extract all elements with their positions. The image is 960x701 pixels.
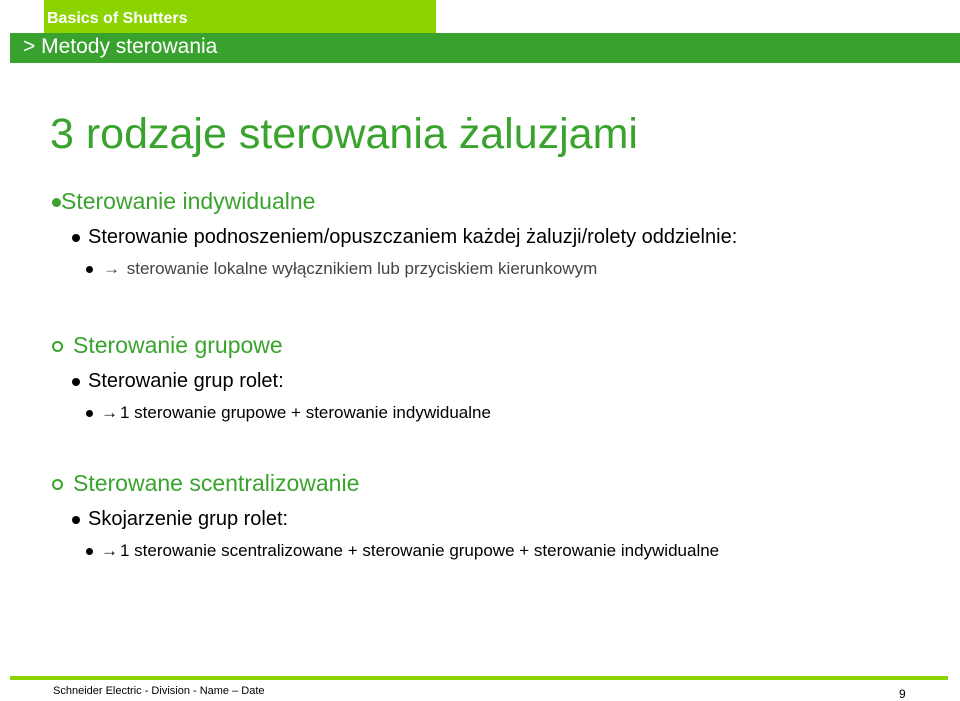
bullet-icon <box>52 341 63 352</box>
bullet-icon <box>52 198 61 207</box>
footer-divider <box>10 676 948 680</box>
section-title: > Metody sterowania <box>23 35 218 58</box>
slide-title: 3 rodzaje sterowania żaluzjami <box>50 110 638 158</box>
group-1-detail-row <box>86 259 597 279</box>
bullet-icon <box>72 516 80 524</box>
bullet-icon <box>52 479 63 490</box>
group-2-sub-row <box>72 370 284 393</box>
group-1-sub: Sterowanie podnoszeniem/opuszczaniem każdej żaluzji/rolety oddzielnie: <box>88 226 738 248</box>
group-1-heading-row <box>52 188 315 215</box>
group-2-detail-row <box>86 403 491 423</box>
arrow-right-icon: → <box>103 259 120 278</box>
bullet-icon <box>72 378 80 386</box>
group-3-sub: Skojarzenie grup rolet: <box>88 508 289 530</box>
group-2-heading-row <box>52 332 283 359</box>
bullet-icon <box>72 234 80 242</box>
bullet-icon <box>86 548 93 555</box>
group-2-sub: Sterowanie grup rolet: <box>88 370 284 392</box>
group-3-detail-row <box>86 541 719 561</box>
header-brand-bar <box>44 0 436 34</box>
group-1-sub-row <box>72 226 737 249</box>
group-1-heading: Sterowanie indywidualne <box>61 188 316 214</box>
bullet-icon <box>86 266 93 273</box>
group-2-detail: 1 sterowanie grupowe + sterowanie indywidualne <box>120 403 491 422</box>
group-3-heading: Sterowane scentralizowanie <box>73 470 360 496</box>
page-number: 9 <box>899 687 906 701</box>
group-3-detail: 1 sterowanie scentralizowane + sterowanie grupowe + sterowanie indywidualne <box>120 541 720 560</box>
brand-title: Basics of Shutters <box>47 10 188 27</box>
group-1-detail: sterowanie lokalne wyłącznikiem lub przyciskiem kierunkowym <box>126 259 598 278</box>
group-3-heading-row <box>52 470 359 497</box>
header-section-bar <box>10 33 960 63</box>
bullet-icon <box>86 410 93 417</box>
footer-text: Schneider Electric - Division - Name – Date <box>53 685 265 697</box>
group-3-sub-row <box>72 508 288 531</box>
group-2-heading: Sterowanie grupowe <box>73 332 283 358</box>
arrow-right-icon: → <box>101 541 118 560</box>
arrow-right-icon: → <box>101 403 118 422</box>
